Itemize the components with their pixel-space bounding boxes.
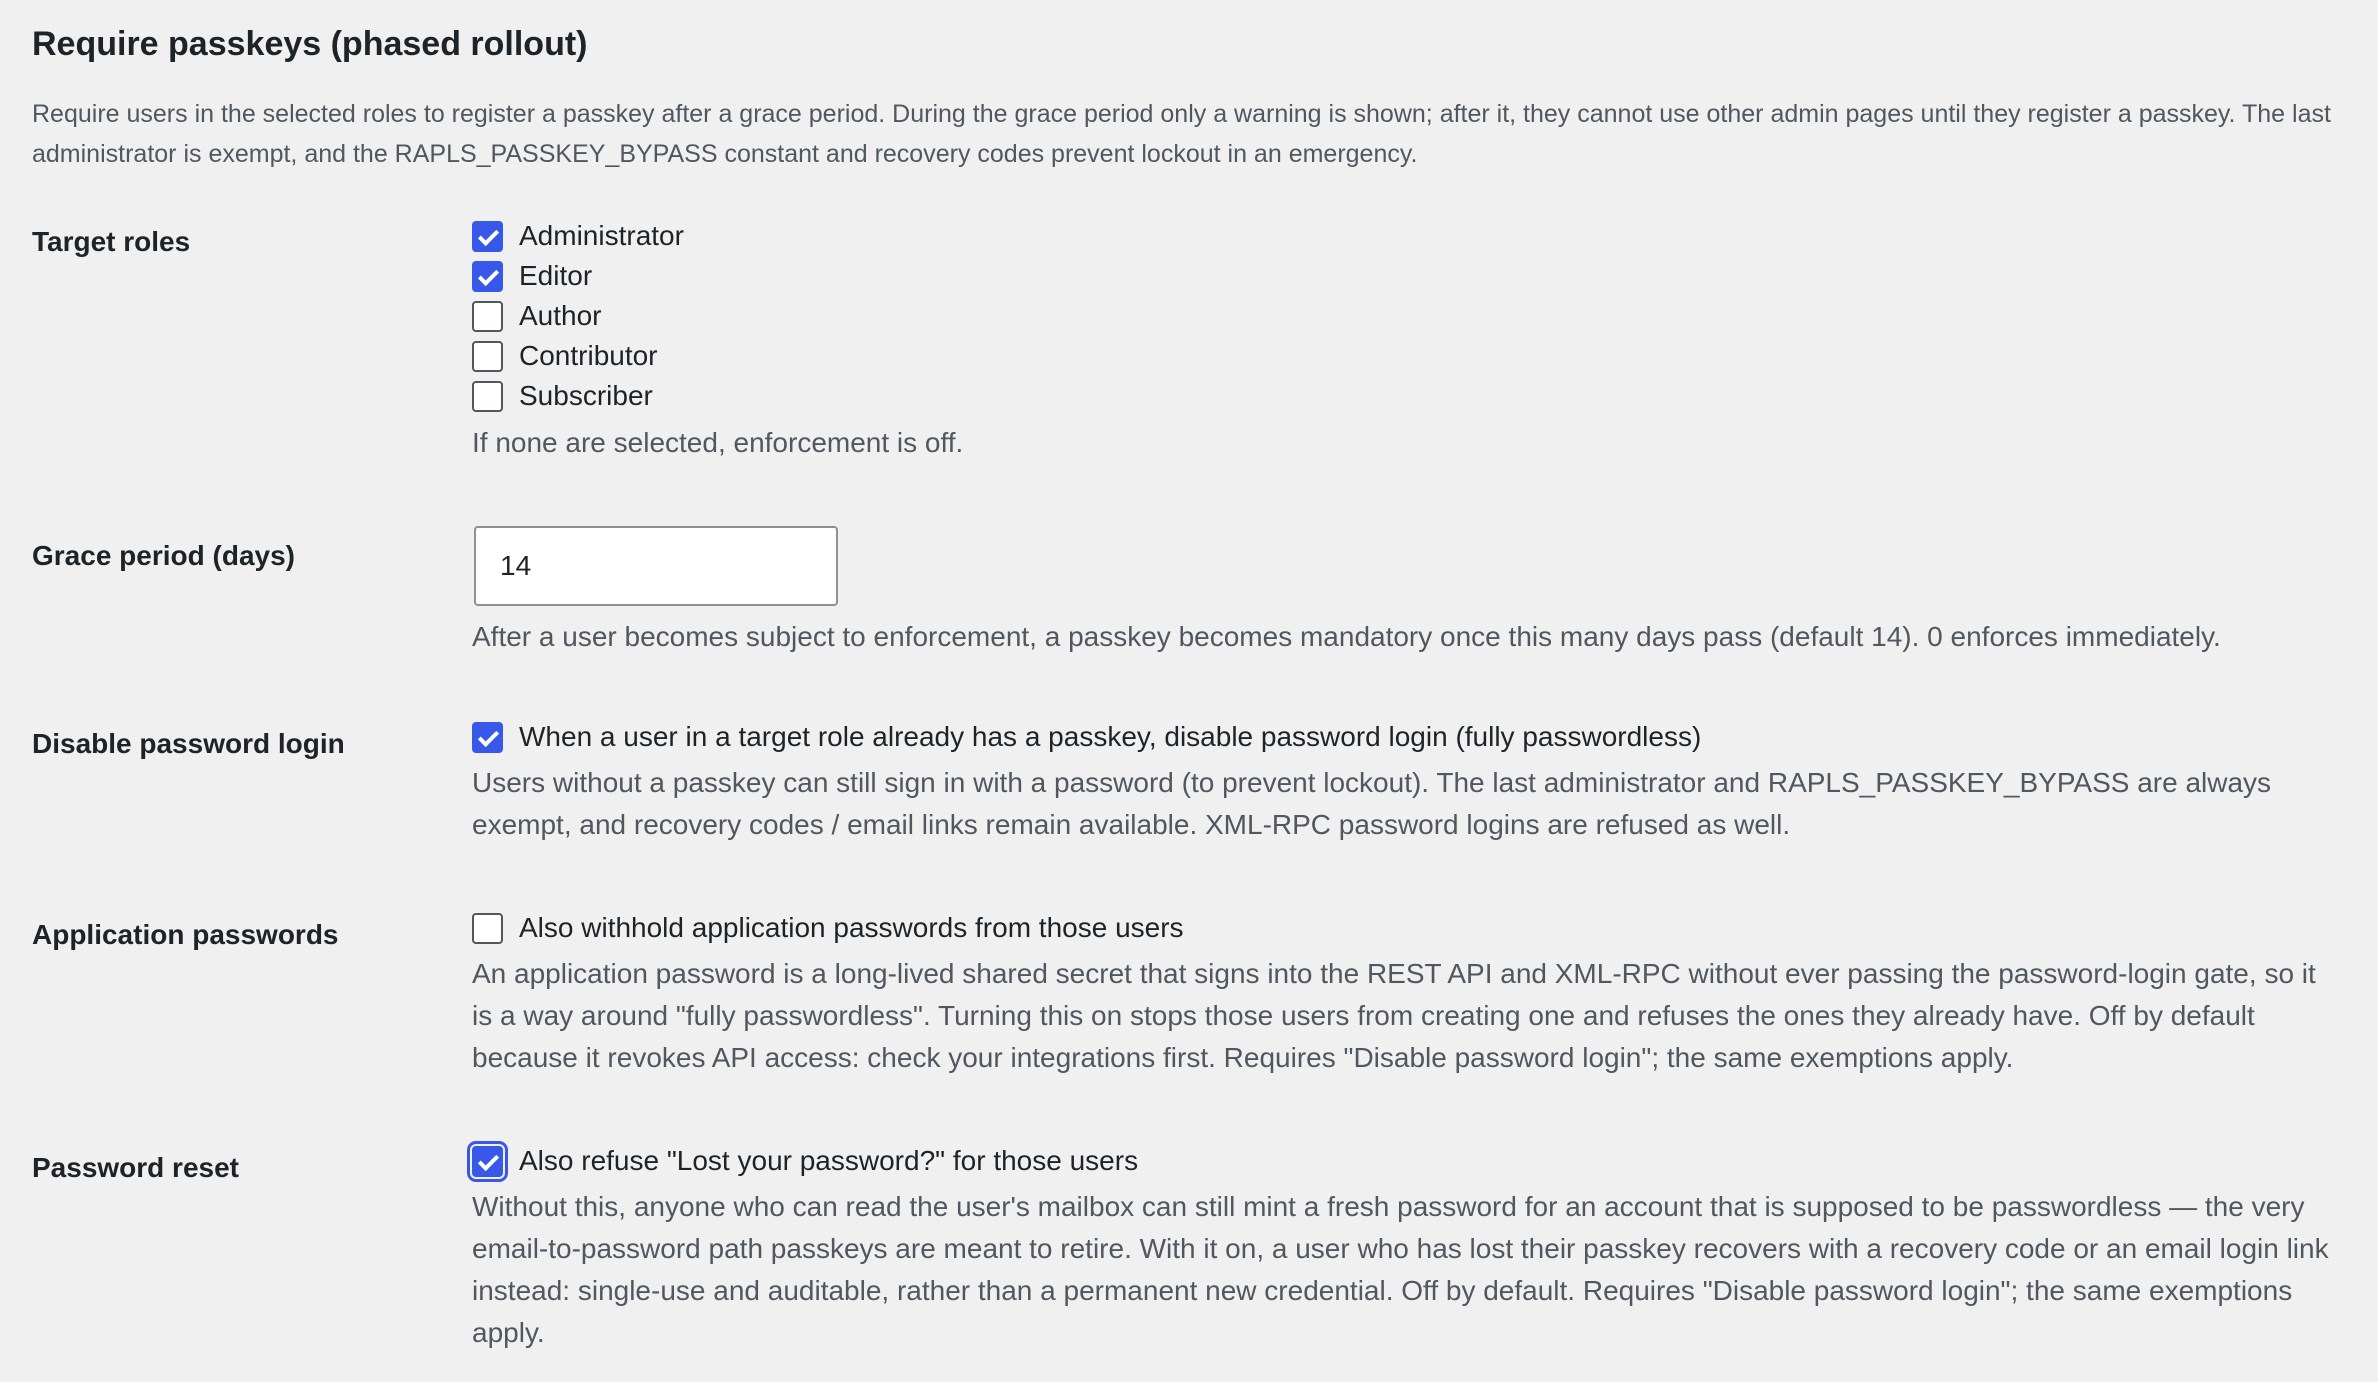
role-label-author: Author bbox=[519, 300, 602, 331]
disable-password-login-checkbox[interactable] bbox=[472, 722, 503, 753]
disable-password-login-label: Disable password login bbox=[32, 728, 345, 759]
disable-password-login-field bbox=[472, 717, 2342, 846]
target-roles-label: Target roles bbox=[32, 226, 191, 257]
password-reset-label: Password reset bbox=[32, 1152, 239, 1183]
role-option-contributor[interactable] bbox=[472, 336, 2342, 376]
disable-password-login-checkbox-label: When a user in a target role already has a passkey, disable password login (fully passwordless) bbox=[519, 721, 1702, 752]
role-checkbox-editor[interactable] bbox=[472, 261, 503, 292]
section-title: Require passkeys (phased rollout) bbox=[32, 25, 588, 63]
role-label-administrator: Administrator bbox=[519, 220, 684, 251]
application-passwords-field bbox=[472, 908, 2342, 1079]
role-checkbox-administrator[interactable] bbox=[472, 221, 503, 252]
role-label-subscriber: Subscriber bbox=[519, 380, 653, 411]
role-checkbox-contributor[interactable] bbox=[472, 341, 503, 372]
application-passwords-checkbox[interactable] bbox=[472, 913, 503, 944]
role-option-subscriber[interactable] bbox=[472, 376, 2342, 416]
application-passwords-checkbox-label: Also withhold application passwords from those users bbox=[519, 912, 1184, 943]
password-reset-help: Without this, anyone who can read the user's mailbox can still mint a fresh password for an account that is supposed to be passwordless — the very email-to-password path passkeys are meant to retire. With it on, a user who has lost their passkey recovers with a recovery code or an email login link instead: single-use and auditable, rather than a permanent new credential. Off by default. Requires "Disable password login"; the same exemptions apply. bbox=[472, 1191, 2329, 1348]
role-option-administrator[interactable] bbox=[472, 216, 2342, 256]
grace-period-field bbox=[472, 526, 2342, 658]
target-roles-field bbox=[472, 216, 2342, 464]
password-reset-field bbox=[472, 1141, 2342, 1354]
password-reset-checkbox-label: Also refuse "Lost your password?" for those users bbox=[519, 1145, 1139, 1176]
section-description: Require users in the selected roles to register a passkey after a grace period. During the grace period only a warning is shown; after it, they cannot use other admin pages until they register a passkey. The last administrator is exempt, and the RAPLS_PASSKEY_BYPASS constant and recovery codes prevent lockout in an emergency. bbox=[32, 100, 2331, 168]
application-passwords-help: An application password is a long-lived shared secret that signs into the REST API and XML-RPC without ever passing the password-login gate, so it is a way around "fully passwordless". Turning this on stops those users from creating one and refuses the ones they already have. Off by default because it revokes API access: check your integrations first. Requires "Disable password login"; the same exemptions apply. bbox=[472, 958, 2316, 1073]
role-option-author[interactable] bbox=[472, 296, 2342, 336]
disable-password-login-help: Users without a passkey can still sign in with a password (to prevent lockout). The last administrator and RAPLS_PASSKEY_BYPASS are always exempt, and recovery codes / email links remain available. XML-RPC password logins are refused as well. bbox=[472, 767, 2272, 840]
grace-period-help: After a user becomes subject to enforcement, a passkey becomes mandatory once this many days pass (default 14). 0 enforces immediately. bbox=[472, 621, 2221, 652]
disable-password-login-option[interactable] bbox=[472, 717, 2342, 757]
application-passwords-label: Application passwords bbox=[32, 919, 339, 950]
role-checkbox-subscriber[interactable] bbox=[472, 381, 503, 412]
target-roles-help: If none are selected, enforcement is off. bbox=[472, 427, 964, 458]
role-label-contributor: Contributor bbox=[519, 340, 658, 371]
password-reset-option[interactable] bbox=[472, 1141, 2342, 1181]
application-passwords-option[interactable] bbox=[472, 908, 2342, 948]
grace-period-label: Grace period (days) bbox=[32, 540, 295, 571]
role-option-editor[interactable] bbox=[472, 256, 2342, 296]
grace-period-input[interactable] bbox=[474, 526, 838, 606]
role-checkbox-author[interactable] bbox=[472, 301, 503, 332]
role-label-editor: Editor bbox=[519, 260, 593, 291]
password-reset-checkbox[interactable] bbox=[472, 1146, 503, 1177]
